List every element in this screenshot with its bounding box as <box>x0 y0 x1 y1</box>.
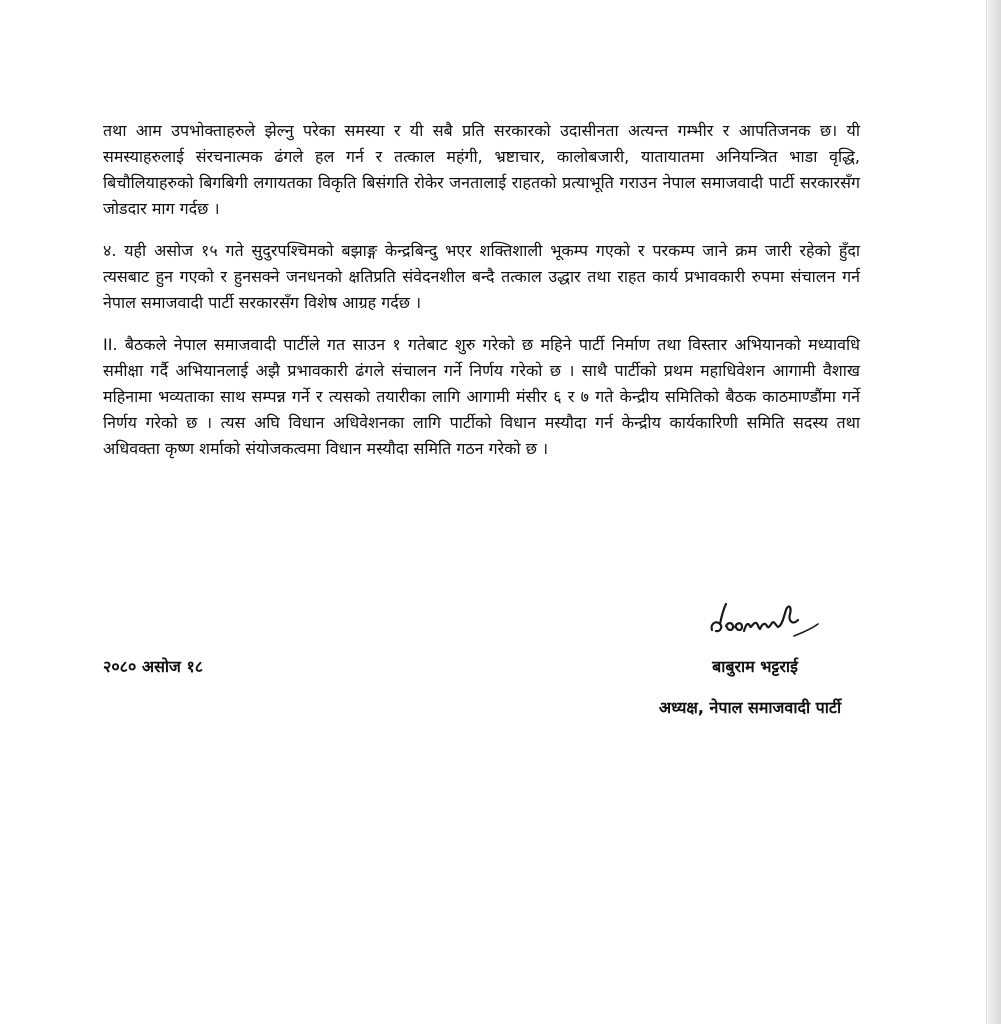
document-body <box>103 118 860 478</box>
paragraph-party-campaign: II. बैठकले नेपाल समाजवादी पार्टीले गत साउन १ गतेबाट शुरु गरेको छ महिने पार्टी निर्माण तथा विस्तार अभियानको मध्यावधि समीक्षा गर्दै अभियानलाई अझै प्रभावकारी ढंगले संचालन गर्ने निर्णय गरेको छ । साथै पार्टीको प्रथम महाधिवेशन आगामी वैशाख महिनामा भव्यताका साथ सम्पन्न गर्ने र त्यसको तयारीका लागि आगामी मंसीर ६ र ७ गते केन्द्रीय समितिको बैठक काठमाण्डौंमा गर्ने निर्णय गरेको छ । त्यस अघि विधान अधिवेशनका लागि पार्टीको विधान मस्यौदा गर्न केन्द्रीय कार्यकारिणी समिति सदस्य तथा अधिवक्ता कृष्ण शर्माको संयोजकत्वमा विधान मस्यौदा समिति गठन गरेको छ । <box>103 335 860 458</box>
signatory-name: बाबुराम भट्टराई <box>712 657 798 676</box>
document-date: २०८० असोज १८ <box>103 657 204 676</box>
page-edge-shadow <box>986 0 1001 1024</box>
handwritten-signature <box>706 596 826 642</box>
paragraph-earthquake: ४. यही असोज १५ गते सुदुरपश्चिमको बझाङ्ग केन्द्रबिन्दु भएर शक्तिशाली भूकम्प गएको र परकम्प जाने क्रम जारी रहेको हुँदा त्यसबाट हुन गएको र हुनसक्ने जनधनको क्षतिप्रति संवेदनशील बन्दै तत्काल उद्धार तथा राहत कार्य प्रभावकारी रुपमा संचालन गर्न नेपाल समाजवादी पार्टी सरकारसँग विशेष आग्रह गर्दछ । <box>103 241 860 312</box>
paragraph-complaint: तथा आम उपभोक्ताहरुले झेल्नु परेका समस्या र यी सबै प्रति सरकारको उदासीनता अत्यन्त गम्भीर र आपतिजनक छ। यी समस्याहरुलाई संरचनात्मक ढंगले हल गर्न र तत्काल महंगी, भ्रष्टाचार, कालोबजारी, यातायातमा अनियन्त्रित भाडा वृद्धि, बिचौलियाहरुको बिगबिगी लगायतका विकृति बिसंगति रोकेर जनतालाई राहतको प्रत्याभूति गराउन नेपाल समाजवादी पार्टी सरकारसँग जोडदार माग गर्दछ । <box>103 121 860 218</box>
signatory-title: अध्यक्ष, नेपाल समाजवादी पार्टी <box>658 698 842 717</box>
